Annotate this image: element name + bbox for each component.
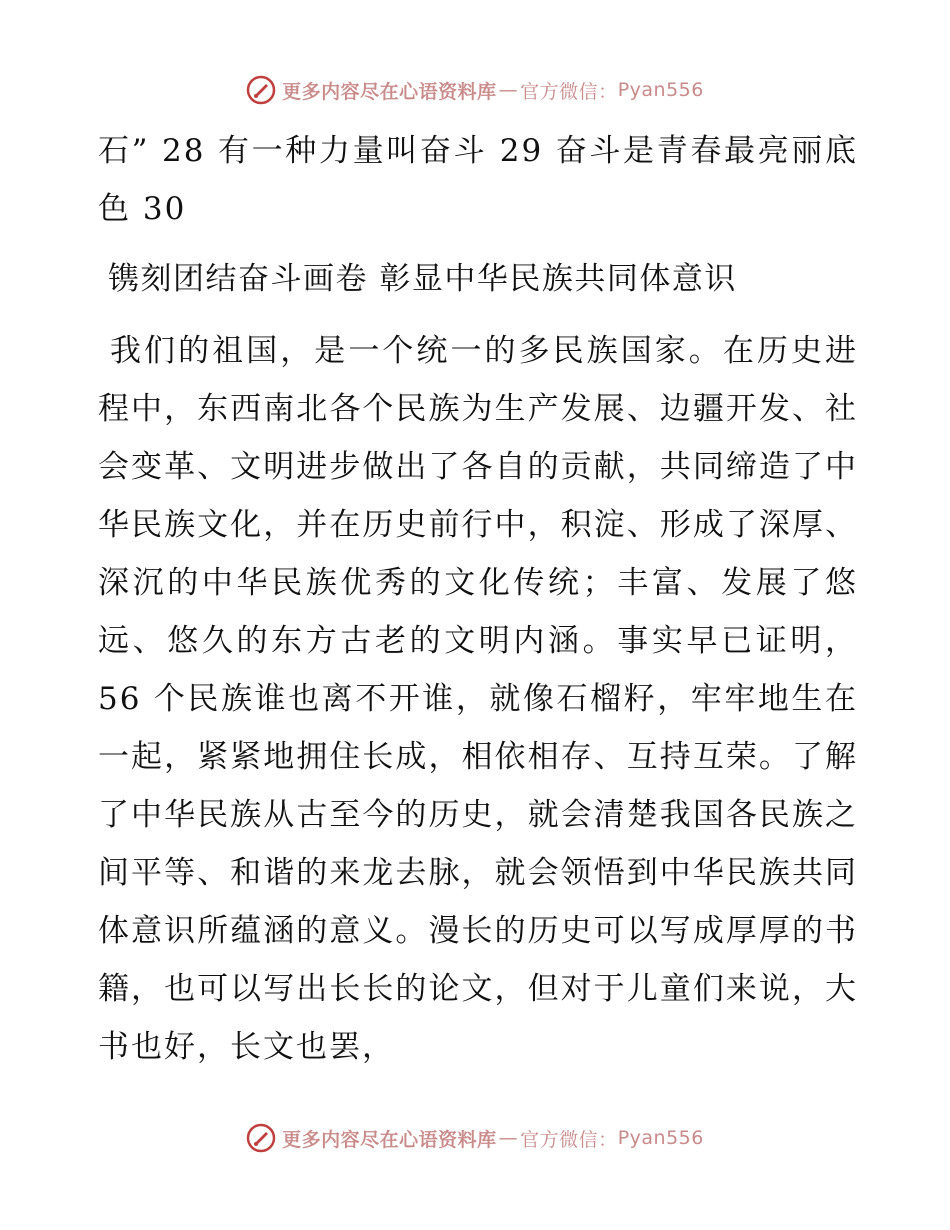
watermark-main-text: 更多内容尽在心语资料库 [282,1128,497,1151]
watermark-wechat-id: Pyan556 [617,79,704,101]
header-watermark [0,70,950,110]
intro-fragment: 石” 28 有一种力量叫奋斗 29 奋斗是青春最亮丽底色 30 [98,133,858,227]
watermark-official-label: 官方微信： [520,80,618,103]
document-body [98,122,858,1076]
footer-watermark [0,1118,950,1158]
watermark-official-label: 官方微信： [520,1128,618,1151]
article-heading: 镌刻团结奋斗画卷 彰显中华民族共同体意识 [108,261,737,297]
brand-logo-icon [246,1123,276,1153]
brand-logo-icon [246,75,276,105]
watermark-main-text: 更多内容尽在心语资料库 [282,80,497,103]
watermark-dash: — [498,1127,519,1149]
watermark-wechat-id: Pyan556 [617,1127,704,1149]
watermark-dash: — [498,79,519,101]
article-paragraph: 我们的祖国，是一个统一的多民族国家。在历史进程中，东西南北各个民族为生产发展、边疆开发、社会变革、文明进步做出了各自的贡献，共同缔造了中华民族文化，并在历史前行中，积淀、形成了深厚、深沉的中华民族优秀的文化传统；丰富、发展了悠远、悠久的东方古老的文明内涵。事实早已证明，56 个民族谁也离不开谁，就像石榴籽，牢牢地生在一起，紧紧地拥住长成，相依相存、互持互荣。了解了中华民族从古至今的历史，就会清楚我国各民族之间平等、和谐的来龙去脉，就会领悟到中华民族共同体意识所蕴涵的意义。漫长的历史可以写成厚厚的书籍，也可以写出长长的论文，但对于儿童们来说，大书也好，长文也罢， [98,333,858,1065]
